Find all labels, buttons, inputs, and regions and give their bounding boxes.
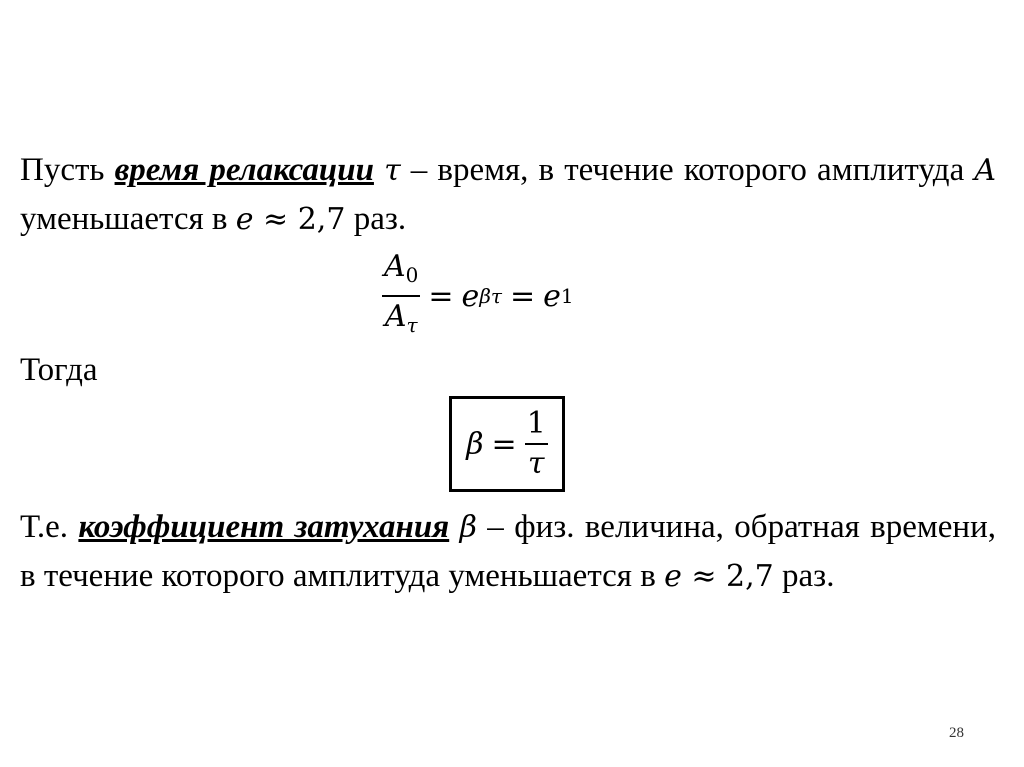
beta-symbol: β — [466, 426, 484, 462]
numerator-subscript: 0 — [405, 263, 419, 287]
para3-text-end: раз. — [773, 558, 835, 594]
symbol-beta: β — [459, 510, 477, 545]
fraction-denominator — [383, 297, 420, 345]
para1-text-end: раз. — [345, 201, 407, 237]
symbol-e: e — [235, 202, 254, 237]
exp-base: e — [461, 278, 480, 314]
equals-sign: = — [491, 426, 517, 462]
symbol-e: e — [664, 559, 682, 594]
e-superscript: 1 — [560, 284, 574, 308]
para3-text-middle: – физ. величина, обратная времени, в течение которого амплитуда уменьшается в — [20, 509, 996, 594]
para1-text-decrease: уменьшается в — [20, 201, 236, 237]
page-number: 28 — [949, 725, 964, 741]
exp-superscript: βτ — [479, 284, 502, 308]
boxed-formula-beta — [449, 396, 565, 492]
fraction-numerator — [382, 247, 420, 295]
paragraph-damping-coefficient — [20, 503, 996, 601]
equals-sign: = — [428, 278, 454, 314]
symbol-tau: τ — [384, 153, 401, 188]
fraction-numerator: 1 — [526, 406, 546, 441]
denominator-base: A — [384, 299, 407, 334]
fraction-amplitude-ratio — [382, 247, 420, 345]
term-relaxation-time: время релаксации — [114, 152, 374, 188]
label-then: Тогда — [20, 352, 98, 388]
symbol-amplitude: A — [974, 153, 996, 188]
equation-amplitude-ratio — [382, 247, 574, 345]
approx-value: ≈ 2,7 — [681, 559, 774, 594]
fraction-one-over-tau — [525, 405, 548, 483]
fraction-denominator: τ — [527, 446, 545, 481]
para1-text-middle: – время, в течение которого амплитуда — [400, 152, 975, 188]
para1-text-start: Пусть — [20, 152, 115, 188]
paragraph-relaxation-definition — [20, 146, 996, 244]
equals-sign: = — [509, 278, 536, 314]
term-damping-coefficient: коэффициент затухания — [78, 509, 450, 545]
para3-text-start: Т.е. — [20, 509, 79, 545]
numerator-base: A — [384, 249, 406, 284]
approx-value: ≈ 2,7 — [253, 202, 346, 237]
e-base: e — [543, 278, 561, 314]
denominator-subscript: τ — [406, 313, 418, 337]
